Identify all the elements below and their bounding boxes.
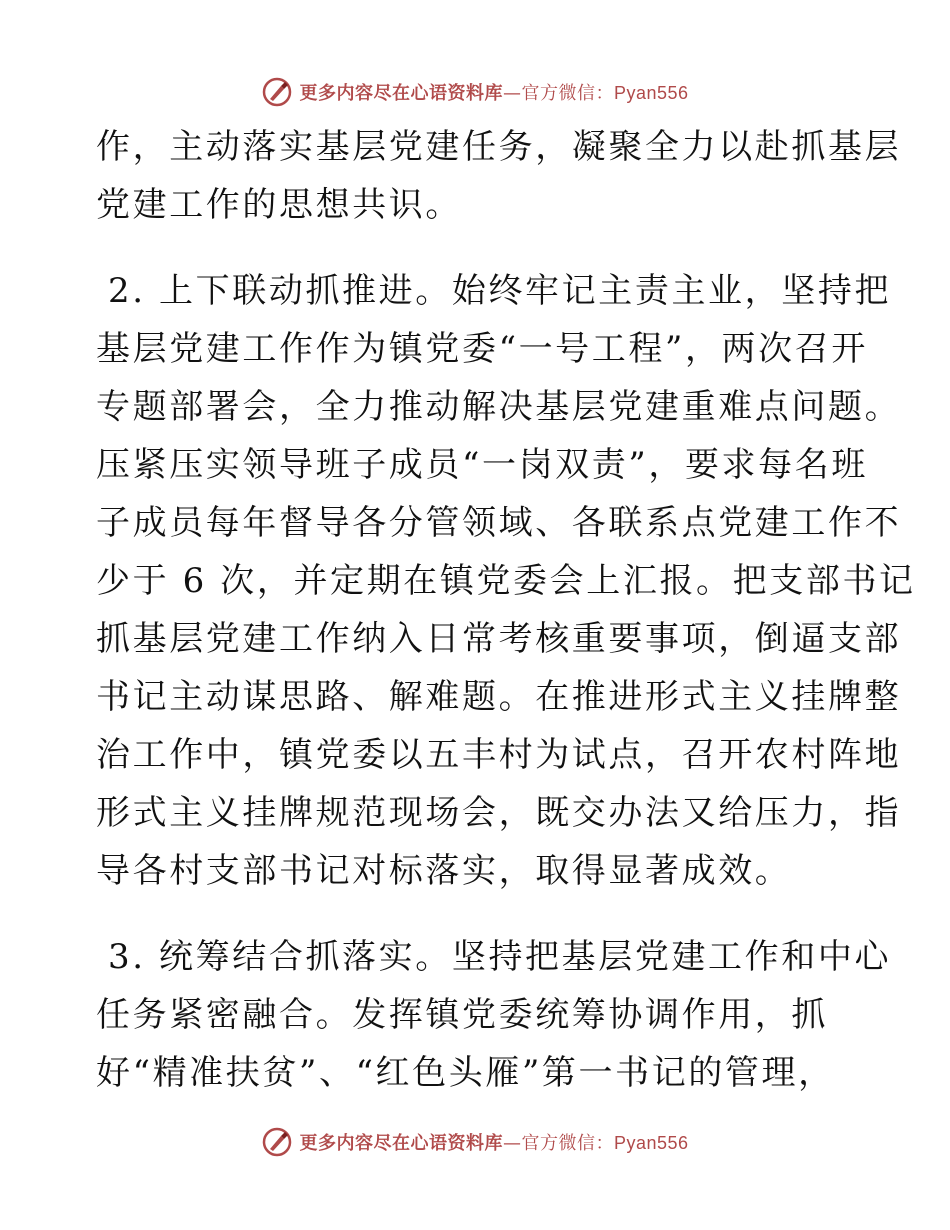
text-line: 党建工作的思想共识。 (96, 185, 462, 225)
text-line: 好“精准扶贫”、“红色头雁”第一书记的管理， (96, 1053, 835, 1093)
watermark-dash: — (502, 1133, 522, 1154)
footer-watermark (0, 1122, 950, 1162)
text-line: 治工作中，镇党委以五丰村为试点，召开农村阵地 (96, 735, 902, 775)
text-line: 抓基层党建工作纳入日常考核重要事项，倒逼支部 (96, 619, 902, 659)
paragraph-1 (96, 118, 902, 234)
paragraph-2 (96, 262, 916, 900)
pen-logo-icon (261, 76, 293, 108)
text-line: 形式主义挂牌规范现场会，既交办法又给压力，指 (96, 793, 902, 833)
watermark-text (299, 79, 688, 105)
pen-logo-icon (261, 1126, 293, 1158)
watermark-id: Pyan556 (613, 1133, 689, 1153)
text-line: 3. 统筹结合抓落实。坚持把基层党建工作和中心 (108, 937, 892, 977)
watermark-id: Pyan556 (613, 83, 689, 103)
text-line: 书记主动谋思路、解难题。在推进形式主义挂牌整 (96, 677, 902, 717)
text-line: 基层党建工作作为镇党委“一号工程”，两次召开 (96, 329, 868, 369)
paragraph-3 (96, 928, 892, 1102)
watermark-text (299, 1129, 688, 1155)
watermark-sub: 官方微信： (521, 83, 614, 104)
header-watermark (0, 72, 950, 112)
watermark-main: 更多内容尽在心语资料库 (299, 83, 503, 104)
watermark-main: 更多内容尽在心语资料库 (299, 1133, 503, 1154)
text-line: 任务紧密融合。发挥镇党委统筹协调作用，抓 (96, 995, 828, 1035)
text-line: 导各村支部书记对标落实，取得显著成效。 (96, 851, 792, 891)
text-line: 专题部署会，全力推动解决基层党建重难点问题。 (96, 387, 902, 427)
text-line: 子成员每年督导各分管领域、各联系点党建工作不 (96, 503, 902, 543)
watermark-dash: — (502, 83, 522, 104)
text-line: 压紧压实领导班子成员“一岗双责”，要求每名班 (96, 445, 868, 485)
document-body (96, 118, 916, 1102)
watermark-sub: 官方微信： (521, 1133, 614, 1154)
text-line: 少于 6 次，并定期在镇党委会上汇报。把支部书记 (96, 561, 916, 601)
text-line: 作，主动落实基层党建任务，凝聚全力以赴抓基层 (96, 127, 902, 167)
text-line: 2. 上下联动抓推进。始终牢记主责主业，坚持把 (108, 271, 892, 311)
